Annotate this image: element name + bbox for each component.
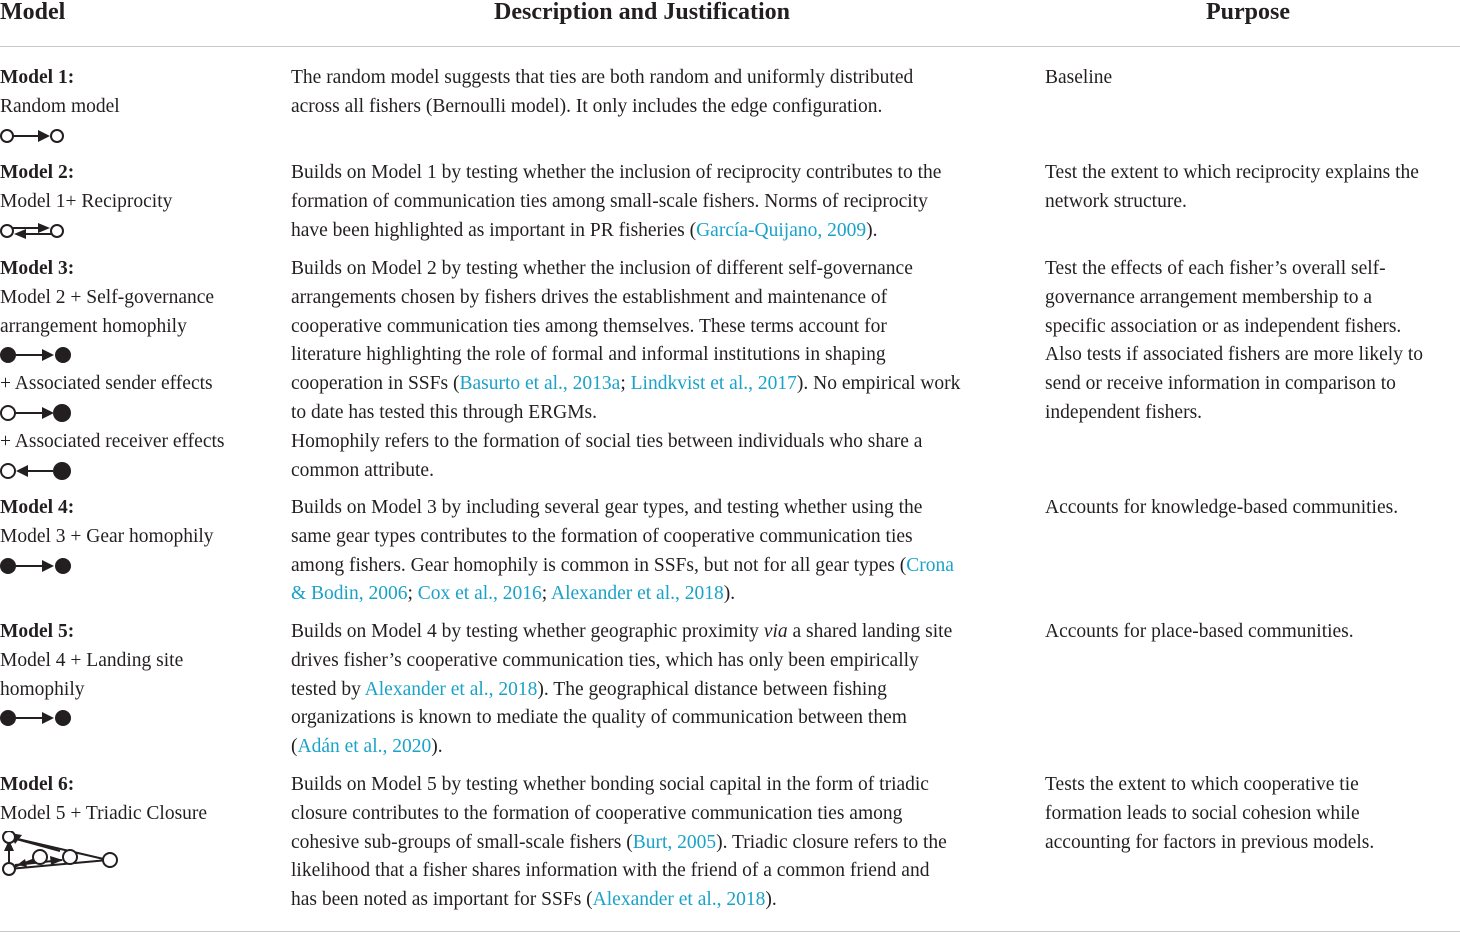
model-cell-5 [0,618,275,733]
model-name: arrangement homophily [0,315,187,337]
citation-link[interactable]: Basurto et al., 2013a [459,373,621,395]
model-name: Model 3 + Gear homophily [0,525,214,547]
description-line: Builds on Model 4 by testing whether geographic proximity via a shared landing site [291,621,953,642]
sender-effect-icon [0,399,275,428]
citation-link[interactable]: García-Quijano, 2009 [696,219,867,241]
purpose-line: Accounts for knowledge-based communities. [1045,497,1399,518]
model-cell-4 [0,494,275,580]
edge-arrow-icon [0,122,275,151]
purpose-cell-2 [1045,159,1460,217]
purpose-line: Test the extent to which reciprocity explains the [1045,162,1419,183]
model-title: Model 4: [0,497,75,518]
description-line: cooperative communication ties among themselves. These terms account for [291,315,887,337]
description-cell-4 [291,494,1026,609]
description-line: tested by Alexander et al., 2018). The geographical distance between fishing [291,678,887,700]
citation-link[interactable]: Cox et al., 2016 [417,583,542,605]
purpose-line: Accounts for place-based communities. [1045,621,1354,642]
model-name: Model 4 + Landing site [0,649,184,671]
reciprocity-icon [0,217,275,246]
purpose-line: governance arrangement membership to a [1045,286,1373,308]
description-line: closure contributes to the formation of cooperative communication ties among [291,802,903,824]
model-name: Model 1+ Reciprocity [0,190,173,212]
citation-link[interactable]: Burt, 2005 [632,831,717,853]
model-name: Model 2 + Self-governance [0,286,215,308]
description-line: drives fisher’s cooperative communication ties, which has only been empirically [291,649,919,671]
description-cell-1 [291,64,1026,122]
header-rule [0,46,1460,47]
receiver-effect-icon [0,457,275,486]
citation-link[interactable]: Alexander et al., 2018 [364,678,538,700]
description-line: arrangements chosen by fishers drives the establishment and maintenance of [291,286,888,308]
description-line: to date has tested this through ERGMs. [291,401,598,423]
description-line: & Bodin, 2006; Cox et al., 2016; Alexander et al., 2018). [291,583,736,605]
description-line: among fishers. Gear homophily is common in SSFs, but not for all gear types (Crona [291,554,954,576]
homophily-icon [0,552,275,581]
purpose-line: Baseline [1045,67,1113,88]
description-line: has been noted as important for SSFs (Alexander et al., 2018). [291,889,777,911]
description-line: across all fishers (Bernoulli model). It only includes the edge configuration. [291,95,883,117]
description-cell-5 [291,618,1026,762]
purpose-line: formation leads to social cohesion while [1045,802,1360,824]
purpose-cell-6 [1045,771,1460,857]
description-cell-3 [291,255,1026,485]
purpose-line: independent fishers. [1045,401,1203,423]
model-name: homophily [0,678,85,700]
model-title: Model 5: [0,621,75,642]
description-line: have been highlighted as important in PR fisheries (García-Quijano, 2009). [291,219,878,241]
model-name: Model 5 + Triadic Closure [0,802,208,824]
citation-link[interactable]: Lindkvist et al., 2017 [630,373,797,395]
purpose-line: send or receive information in comparison to [1045,373,1396,395]
purpose-line: specific association or as independent fishers. [1045,315,1402,337]
description-line: The random model suggests that ties are both random and uniformly distributed [291,67,914,88]
description-line: same gear types contributes to the formation of cooperative communication ties [291,525,913,547]
homophily-icon [0,704,275,733]
description-line: likelihood that a fisher shares information with the friend of a common friend and [291,860,930,882]
bottom-rule [0,931,1460,932]
citation-link[interactable]: & Bodin, 2006 [291,583,408,605]
purpose-line: Also tests if associated fishers are more likely to [1045,344,1423,366]
effect-label: + Associated receiver effects [0,430,225,452]
triadic-closure-icon [0,829,275,889]
purpose-line: network structure. [1045,190,1187,212]
description-line: Builds on Model 5 by testing whether bonding social capital in the form of triadic [291,774,929,795]
purpose-cell-3 [1045,255,1460,428]
description-line: formation of communication ties among small-scale fishers. Norms of reciprocity [291,190,928,212]
header-description: Description and Justification [494,0,791,25]
description-line: (Adán et al., 2020). [291,736,443,758]
purpose-cell-4 [1045,494,1460,523]
description-cell-6 [291,771,1026,915]
model-cell-6 [0,771,275,889]
purpose-line: Test the effects of each fisher’s overall self- [1045,258,1386,279]
model-cell-1 [0,64,275,150]
description-cell-2 [291,159,1026,245]
citation-link[interactable]: Adán et al., 2020 [297,736,432,758]
citation-link[interactable]: Crona [906,554,954,576]
description-line: Builds on Model 1 by testing whether the inclusion of reciprocity contributes to the [291,162,942,183]
citation-link[interactable]: Alexander et al., 2018 [592,889,766,911]
description-line: organizations is known to mediate the quality of communication between them [291,707,907,729]
purpose-cell-1 [1045,64,1460,93]
homophily-icon [0,341,275,370]
effect-label: + Associated sender effects [0,373,213,395]
purpose-line: accounting for factors in previous models. [1045,831,1375,853]
model-title: Model 3: [0,258,75,279]
model-title: Model 2: [0,162,75,183]
header-model: Model [0,0,66,25]
citation-link[interactable]: Alexander et al., 2018 [551,583,724,605]
model-title: Model 1: [0,67,75,88]
model-cell-2 [0,159,275,245]
description-line: Builds on Model 3 by including several gear types, and testing whether using the [291,497,923,518]
description-line: cohesive sub-groups of small-scale fishers (Burt, 2005). Triadic closure refers to the [291,831,947,853]
purpose-line: Tests the extent to which cooperative tie [1045,774,1359,795]
description-line: cooperation in SSFs (Basurto et al., 2013a; Lindkvist et al., 2017). No empirical work [291,373,961,395]
description-line: literature highlighting the role of formal and informal institutions in shaping [291,344,886,366]
header-purpose: Purpose [1206,0,1290,25]
model-name: Random model [0,95,120,117]
description-line: Homophily refers to the formation of social ties between individuals who share a [291,430,923,452]
description-line: Builds on Model 2 by testing whether the inclusion of different self-governance [291,258,913,279]
model-cell-3 [0,255,275,485]
model-title: Model 6: [0,774,75,795]
description-line: common attribute. [291,459,434,481]
purpose-cell-5 [1045,618,1460,647]
